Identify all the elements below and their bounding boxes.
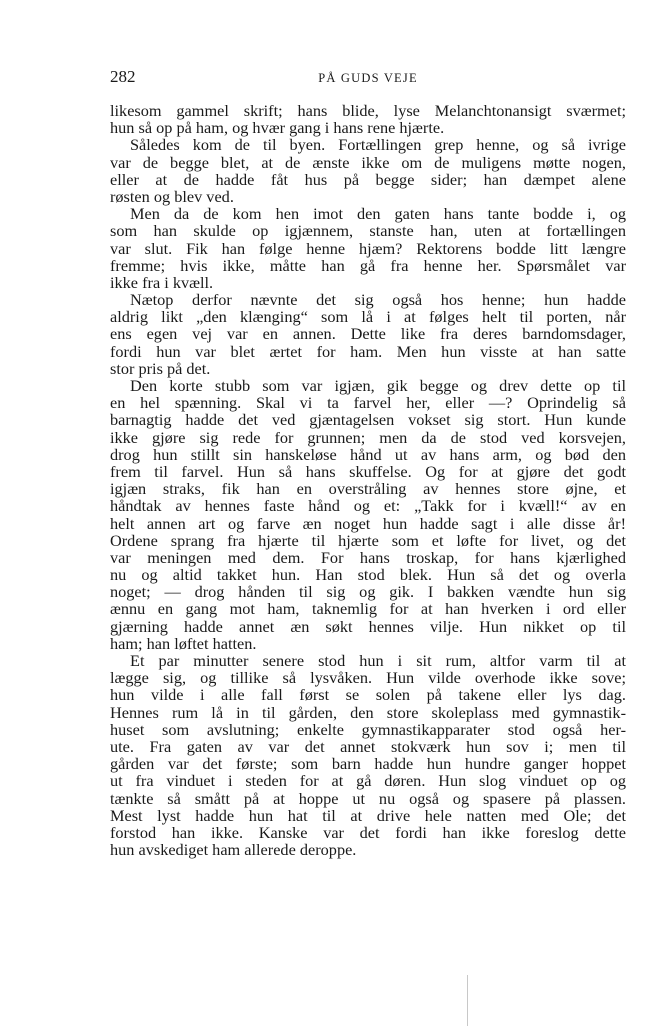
- body-text: [110, 102, 626, 858]
- text-line: Et par minutter senere stod hun i sit rum, altfor varm til at: [130, 651, 626, 670]
- text-line: ikke gjøre sig rede for grunnen; men da de stod ved korsvejen,: [110, 427, 626, 447]
- text-line: var de begge blet, at de ænste ikke om de muligens møtte nogen,: [110, 152, 626, 172]
- text-line: hun så op på ham, og hvær gang i hans rene hjærte.: [110, 118, 445, 138]
- text-line: Mest lyst hadde hun hat til at drive hele natten med Ole; det: [110, 805, 626, 825]
- text-line: ikke fra i kvæll.: [110, 272, 214, 292]
- text-line: frem til farvel. Hun så hans skuffelse. Og for at gjøre det godt: [110, 461, 626, 481]
- text-line: Hennes rum lå in til gården, den store skoleplass med gymnastik-: [110, 702, 626, 722]
- text-line: Den korte stubb som var igjæn, gik begge og drev dette op til: [130, 376, 626, 395]
- text-line: barnagtig hadde det ved gjæntagelsen vokset sig stort. Hun kunde: [110, 410, 626, 430]
- text-line: fordi hun var blet ærtet for ham. Men hun visste at han satte: [110, 341, 626, 361]
- text-line: igjæn straks, fik han en overstråling av hennes store øjne, et: [110, 479, 626, 499]
- text-line: hun avskediget ham allerede deroppe.: [110, 840, 357, 860]
- text-line: aldrig likt „den klænging“ som lå i at følges helt til porten, når: [110, 307, 626, 327]
- text-line: nu og altid takket hun. Han stod blek. Hun så det og overla: [110, 565, 626, 585]
- text-line: huset som avslutning; enkelte gymnastikapparater stod også her-: [110, 719, 626, 739]
- text-line: helt annen art og farve æn noget hun hadde sagt i alle disse år!: [110, 513, 626, 533]
- text-line: ænnu en gang mot ham, taknemlig for at han hverken i ord eller: [110, 599, 626, 619]
- text-line: forstod han ikke. Kanske var det fordi han ikke foreslog dette: [110, 822, 626, 842]
- text-line: Ordene sprang fra hjærte til hjærte som et løfte for livet, og det: [110, 530, 626, 550]
- text-line: noget; — drog hånden til sig og gik. I bakken vændte hun sig: [110, 582, 626, 602]
- text-line: ute. Fra gaten av var det annet stokværk hun sov i; men til: [110, 736, 626, 756]
- text-line: stor pris på det.: [110, 358, 211, 378]
- text-line: gården var det første; som barn hadde hun hundre ganger hoppet: [110, 754, 626, 774]
- text-line: Nætop derfor nævnte det sig også hos henne; hun hadde: [130, 290, 626, 310]
- text-line: eller at de hadde fåt hus på begge sider; han dæmpet alene: [110, 169, 626, 189]
- text-line: var slut. Fik han følge henne hjæm? Rektorens bodde litt længre: [110, 238, 626, 258]
- text-line: fremme; hvis ikke, måtte han gå fra henne her. Spørsmålet var: [110, 255, 626, 275]
- text-line: lægge sig, og tillike så lysvåken. Hun vilde overhode ikke sove;: [110, 668, 626, 688]
- page-header: [110, 66, 626, 88]
- text-line: ham; han løftet hatten.: [110, 633, 257, 653]
- text-line: likesom gammel skrift; hans blide, lyse Melanchtonansigt sværmet;: [110, 101, 626, 120]
- text-line: tænkte så smått på at hoppe ut nu også og spasere på plassen.: [110, 788, 626, 808]
- text-line: Således kom de til byen. Fortællingen grep henne, og så ivrige: [130, 135, 626, 155]
- running-title: PÅ GUDS VEJE: [318, 71, 418, 85]
- text-line: ut fra vinduet i steden for at gå døren. Hun slog vinduet op og: [110, 771, 626, 791]
- page-number: 282: [110, 67, 136, 86]
- text-line: en hel spænning. Skal vi ta farvel her, eller —? Oprindelig så: [110, 393, 626, 413]
- text-line: som han skulde op igjænnem, stanste han, uten at fortællingen: [110, 221, 626, 241]
- text-line: røsten og blev ved.: [110, 186, 234, 206]
- text-line: håndtak av hennes faste hånd og et: „Takk for i kvæll!“ av en: [110, 496, 626, 516]
- page-edge-mark: [467, 975, 468, 1026]
- text-line: hun vilde i alle fall først se solen på takene eller lys dag.: [110, 685, 626, 705]
- text-line: drog hun stillt sin hanskeløse hånd ut av hans arm, og bød den: [110, 444, 626, 464]
- text-line: Men da de kom hen imot den gaten hans tante bodde i, og: [130, 204, 626, 224]
- text-line: gjærning hadde annet æn søkt hennes vilje. Hun nikket op til: [110, 616, 626, 636]
- text-line: var meningen med dem. For hans troskap, for hans kjærlighed: [110, 547, 626, 567]
- text-line: ens egen vej var en annen. Dette like fra deres barndomsdager,: [110, 324, 626, 344]
